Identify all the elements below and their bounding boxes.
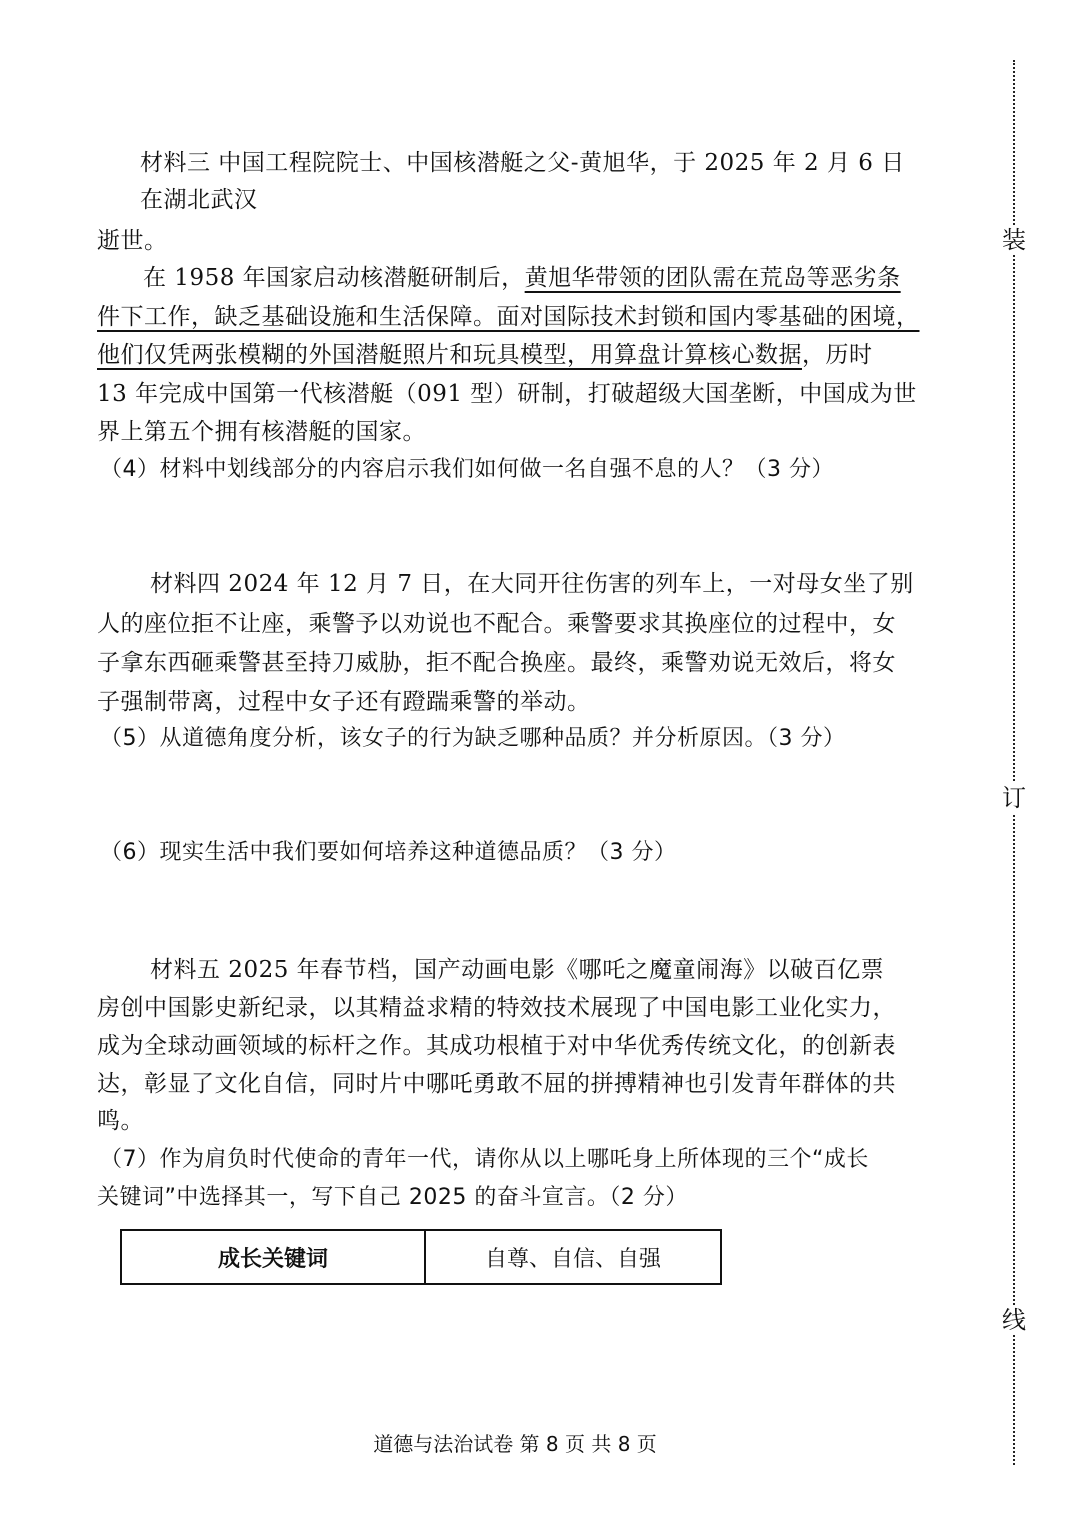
material4-line1: 材料四 2024 年 12 月 7 日，在大同开往伤害的列车上，一对母女坐了别: [150, 571, 914, 597]
material4-line4: 子强制带离，过程中女子还有蹬踹乘警的举动。: [97, 689, 591, 715]
material3-para-end3: ，历时: [802, 342, 873, 368]
material3-para-line3: [97, 340, 873, 370]
material5-line4: 达，彰显了文化自信，同时片中哪吒勇敢不屈的拼搏精神也引发青年群体的共: [97, 1071, 896, 1097]
binding-char-ding: 订: [1002, 784, 1026, 812]
material3-underlined-3: 他们仅凭两张模糊的外国潜艇照片和玩具模型，用算盘计算核心数据: [97, 342, 802, 368]
material3-underlined-1: 黄旭华带领的团队需在荒岛等恶劣条: [524, 265, 901, 291]
material4-line3: 子拿东西砸乘警甚至持刀威胁，拒不配合换座。最终，乘警劝说无效后，将女: [97, 650, 896, 676]
question-7-line1: （7）作为肩负时代使命的青年一代，请你从以上哪吒身上所体现的三个“成长: [100, 1147, 869, 1172]
material3-para-line5: 界上第五个拥有核潜艇的国家。: [97, 419, 426, 445]
binding-dotted-line: [1013, 60, 1015, 1465]
material5-line5: 鸣。: [97, 1108, 144, 1134]
keyword-table-row: [121, 1230, 721, 1284]
material3-para-line4: 13 年完成中国第一代核潜艇（091 型）研制，打破超级大国垄断，中国成为世: [97, 381, 917, 407]
keyword-table-value: 自尊、自信、自强: [425, 1230, 721, 1284]
keyword-table-header: 成长关键词: [121, 1230, 425, 1284]
material3-para-start: 在 1958 年国家启动核潜艇研制后，: [143, 265, 525, 291]
material3-line1: 材料三 中国工程院院士、中国核潜艇之父-黄旭华，于 2025 年 2 月 6 日: [140, 150, 905, 176]
binding-char-xian: 线: [1002, 1306, 1026, 1334]
binding-char-zhuang: 装: [1002, 226, 1026, 254]
question-5: （5）从道德角度分析，该女子的行为缺乏哪种品质？并分析原因。（3 分）: [100, 726, 846, 751]
page-footer: 道德与法治试卷 第 8 页 共 8 页: [373, 1432, 657, 1456]
material5-line3: 成为全球动画领域的标杆之作。其成功根植于对中华优秀传统文化，的创新表: [97, 1033, 896, 1059]
question-7-line2: 关键词”中选择其一，写下自己 2025 的奋斗宣言。（2 分）: [97, 1185, 688, 1210]
keyword-table: [120, 1229, 722, 1285]
question-4: （4）材料中划线部分的内容启示我们如何做一名自强不息的人？（3 分）: [100, 457, 834, 482]
material3-para-line1: [143, 263, 901, 293]
material3-underlined-2: 件下工作，缺乏基础设施和生活保障。面对国际技术封锁和国内零基础的困境，: [97, 304, 920, 330]
material4-line2: 人的座位拒不让座，乘警予以劝说也不配合。乘警要求其换座位的过程中，女: [97, 611, 896, 637]
material5-line2: 房创中国影史新纪录，以其精益求精的特效技术展现了中国电影工业化实力，: [97, 995, 896, 1021]
question-6: （6）现实生活中我们要如何培养这种道德品质？（3 分）: [100, 840, 677, 865]
material5-line1: 材料五 2025 年春节档，国产动画电影《哪吒之魔童闹海》以破百亿票: [150, 957, 885, 983]
material3-line2: 在湖北武汉: [140, 187, 258, 213]
material3-line3: 逝世。: [97, 228, 168, 254]
